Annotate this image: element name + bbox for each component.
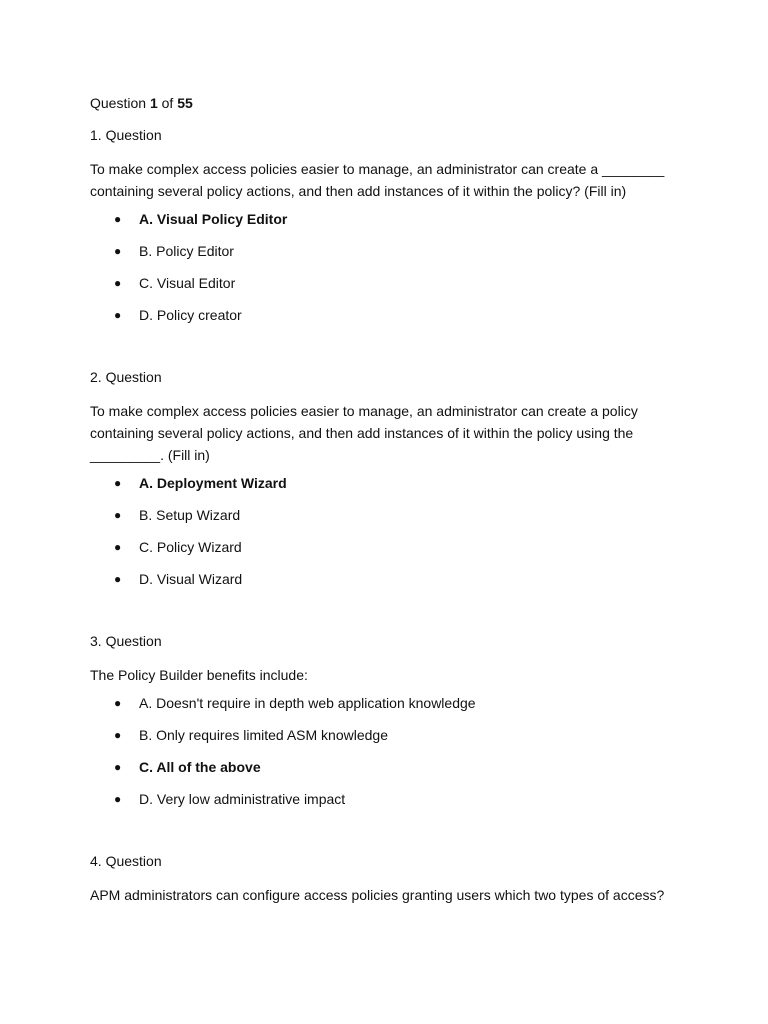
answer-option-label: D. Policy creator	[139, 307, 242, 323]
answer-option	[90, 570, 690, 602]
bullet-icon: ●	[114, 572, 122, 586]
answer-option	[90, 726, 690, 758]
question-block	[90, 632, 690, 852]
bullet-icon: ●	[114, 540, 122, 554]
counter-middle: of	[157, 95, 178, 111]
question-title: 2. Question	[90, 369, 162, 385]
question-block	[90, 126, 690, 368]
counter-total: 55	[177, 95, 193, 111]
answer-option-correct	[90, 474, 690, 506]
answer-option-label: A. Visual Policy Editor	[139, 211, 288, 227]
answer-option-label: C. Policy Wizard	[139, 539, 242, 555]
answer-option	[90, 790, 690, 822]
bullet-icon: ●	[114, 308, 122, 322]
answer-option	[90, 694, 690, 726]
answer-option-label: C. All of the above	[139, 759, 261, 775]
bullet-icon: ●	[114, 476, 122, 490]
answer-option-label: A. Doesn't require in depth web application knowledge	[139, 695, 476, 711]
bullet-icon: ●	[114, 792, 122, 806]
counter-current: 1	[149, 95, 158, 111]
question-title: 4. Question	[90, 853, 162, 869]
question-counter	[90, 94, 690, 112]
bullet-icon: ●	[114, 508, 122, 522]
answer-options	[90, 210, 690, 338]
question-text: To make complex access policies easier to manage, an administrator can create a ________ containing several policy actions, and then add instances of it within the policy? (Fill in)	[90, 161, 665, 199]
bullet-icon: ●	[114, 276, 122, 290]
answer-option-label: D. Visual Wizard	[139, 571, 243, 587]
answer-option-correct	[90, 758, 690, 790]
question-block	[90, 852, 690, 906]
answer-options	[90, 694, 690, 822]
answer-option-label: A. Deployment Wizard	[139, 475, 287, 491]
bullet-icon: ●	[114, 728, 122, 742]
answer-option	[90, 506, 690, 538]
answer-option-label: C. Visual Editor	[139, 275, 236, 291]
counter-prefix: Question	[90, 95, 150, 111]
document-page	[90, 94, 690, 914]
question-list	[90, 126, 690, 906]
bullet-icon: ●	[114, 212, 122, 226]
question-title: 1. Question	[90, 127, 162, 143]
bullet-icon: ●	[114, 760, 122, 774]
bullet-icon: ●	[114, 696, 122, 710]
question-text: APM administrators can configure access policies granting users which two types of access?	[90, 887, 665, 903]
answer-option	[90, 242, 690, 274]
answer-option	[90, 274, 690, 306]
question-text: The Policy Builder benefits include:	[90, 667, 308, 683]
answer-option-label: B. Policy Editor	[139, 243, 234, 259]
answer-option-correct	[90, 210, 690, 242]
answer-option-label: B. Only requires limited ASM knowledge	[139, 727, 388, 743]
answer-option-label: D. Very low administrative impact	[139, 791, 346, 807]
question-title: 3. Question	[90, 633, 162, 649]
answer-option-label: B. Setup Wizard	[139, 507, 241, 523]
answer-option	[90, 538, 690, 570]
question-block	[90, 368, 690, 632]
question-text: To make complex access policies easier to manage, an administrator can create a policy containing several policy actions, and then add instances of it within the policy using the _________. (Fill in)	[90, 403, 638, 463]
answer-option	[90, 306, 690, 338]
bullet-icon: ●	[114, 244, 122, 258]
answer-options	[90, 474, 690, 602]
